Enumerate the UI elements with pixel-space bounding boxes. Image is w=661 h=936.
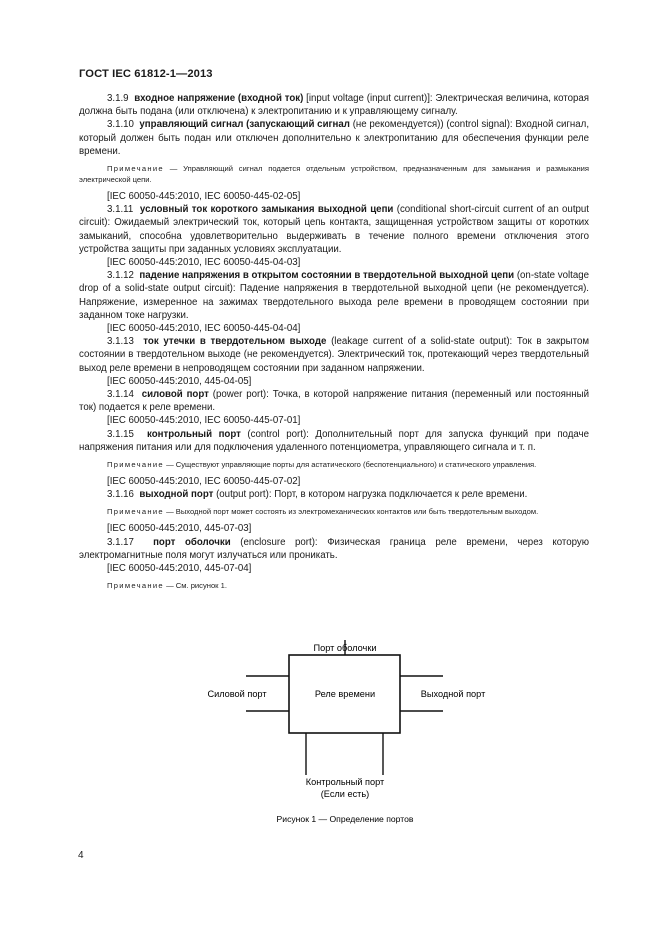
paragraph-3-1-17: 3.1.17 порт оболочки (enclosure port): Физическая граница реле времени, через которую электромагнитные поля могут излучаться или проникать. — [79, 536, 589, 561]
reference: [IEC 60050-445:2010, 445-07-04] — [107, 563, 252, 575]
paragraph-3-1-13: 3.1.13 ток утечки в твердотельном выходе (leakage current of a solid-state output): Ток в закрытом состоянии в твердотельном выходе (не рекомендуется). Электрический ток, протекающий через твердотельный выход реле времени в непроводящем состоянии при заданном напряжении. — [79, 336, 590, 374]
term: выходной порт — [139, 489, 214, 501]
term: падение напряжения в открытом состоянии в твердотельной выходной цепи — [139, 270, 515, 282]
figure-caption: Рисунок 1 — Определение портов — [276, 814, 414, 824]
reference: [IEC 60050-445:2010, IEC 60050-445-07-01] — [107, 415, 301, 427]
term: контрольный порт — [147, 428, 241, 440]
paragraph-3-1-11: 3.1.11 условный ток короткого замыкания выходной цепи (conditional short-circuit current of an output circuit): Ожидаемый электрический ток, который цепь контакта, защищенная устройством защиты от коротких замыканий, способна удовлетворительно выдерживать в течение полного времени отключения этого устройства защиты при заданных условиях эксплуатации. — [79, 204, 589, 255]
control-port-label-line1: Контрольный порт — [305, 777, 385, 787]
page-number: 4 — [78, 850, 84, 861]
note-3: Примечание — Выходной порт может состоять из электромеханических контактов или быть твердотельным выходом. — [107, 507, 539, 517]
note-4: Примечание — См. рисунок 1. — [107, 581, 227, 591]
paragraph-3-1-9: 3.1.9 входное напряжение (входной ток) [input voltage (input current)]: Электрическая величина, которая должна быть подана (или отключена) к электропитанию и к управляющему сигналу. — [79, 93, 589, 118]
relay-label: Реле времени — [314, 689, 376, 699]
term: порт оболочки — [153, 536, 231, 548]
reference: [IEC 60050-445:2010, IEC 60050-445-07-02] — [107, 476, 301, 488]
term: входное напряжение (входной ток) — [134, 93, 304, 104]
control-port-label-line2: (Если есть) — [320, 789, 370, 799]
enclosure-port-label: Порт оболочки — [313, 643, 377, 653]
term: управляющий сигнал (запускающий сигнал — [139, 119, 350, 131]
paragraph-3-1-12: 3.1.12 падение напряжения в открытом состоянии в твердотельной выходной цепи (on-state voltage drop of a solid-state output circuit): Падение напряжения в твердотельной выходной цепи (не рекомендуется). Напряжение, измеренное на зажимах твердотельного выхода реле времени в проводящем состоянии при заданном токе нагрузки. — [79, 270, 589, 321]
reference: [IEC 60050-445:2010, IEC 60050-445-04-04] — [107, 323, 301, 335]
reference: [IEC 60050-445:2010, 445-04-05] — [107, 375, 252, 387]
document-header: ГОСТ IEC 61812-1—2013 — [79, 68, 213, 80]
note-1: Примечание — Управляющий сигнал подается отдельным устройством, предназначенным для замыкания и размыкания электрической цепи. — [79, 164, 589, 185]
power-port-label: Силовой порт — [207, 689, 267, 699]
term: силовой порт — [141, 389, 209, 401]
paragraph-3-1-15: 3.1.15 контрольный порт (control port): Дополнительный порт для запуска функций при подаче напряжения питания или для подключения удаленного потенциометра, управляющего сигнала и т. п. — [79, 428, 589, 453]
reference: [IEC 60050-445:2010, IEC 60050-445-02-05] — [107, 191, 301, 203]
paragraph-3-1-16: 3.1.16 выходной порт (output port): Порт, в котором нагрузка подключается к реле времени. — [107, 489, 528, 501]
term: условный ток короткого замыкания выходной цепи — [139, 204, 394, 216]
reference: [IEC 60050-445:2010, 445-07-03] — [107, 523, 252, 535]
paragraph-3-1-10: 3.1.10 управляющий сигнал (запускающий сигнал (не рекомендуется)) (control signal): Входной сигнал, который должен быть подан или отключен дополнительно к электропитанию для обеспечения функции реле времени. — [79, 119, 590, 157]
paragraph-3-1-14: 3.1.14 силовой порт (power port): Точка, в которой напряжение питания (переменный или постоянный ток) подается к реле времени. — [79, 389, 589, 414]
reference: [IEC 60050-445:2010, IEC 60050-445-04-03] — [107, 257, 301, 269]
note-2: Примечание — Существуют управляющие порты для астатического (беспотенциального) и статического управления. — [107, 460, 537, 470]
output-port-label: Выходной порт — [420, 689, 486, 699]
term: ток утечки в твердотельном выходе — [143, 336, 327, 348]
